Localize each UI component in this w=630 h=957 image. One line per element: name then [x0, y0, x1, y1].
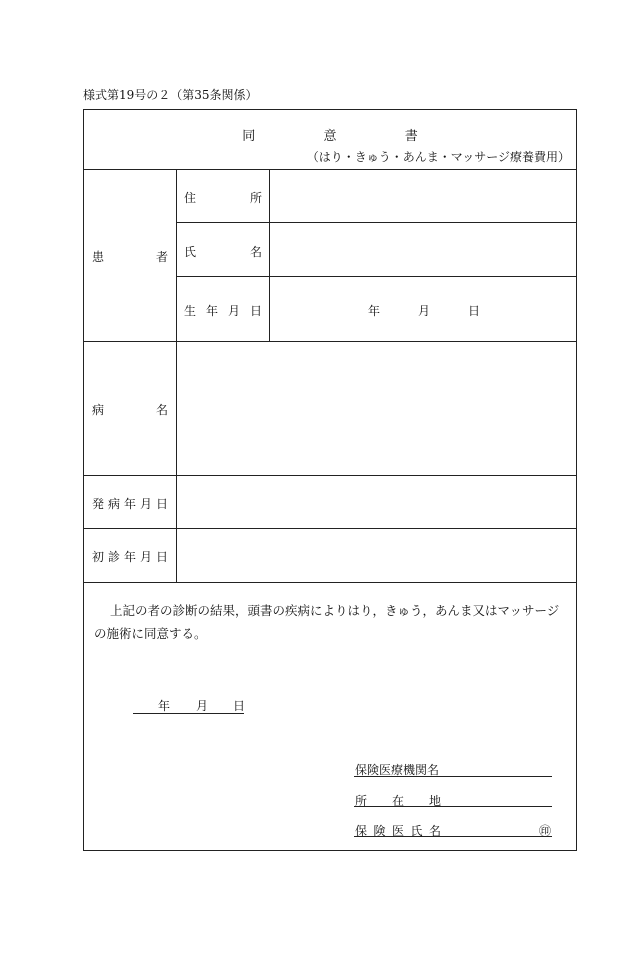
- location-underline: [354, 806, 552, 807]
- date-underline: [133, 713, 244, 714]
- column-divider: [176, 169, 177, 582]
- address-field[interactable]: [272, 172, 574, 220]
- dob-month: 月: [418, 304, 431, 318]
- patient-label: 患 者: [92, 250, 168, 264]
- doctor-name-label: 保 険 医 氏 名: [355, 824, 441, 838]
- form-number: 様式第19号の２（第35条関係）: [83, 88, 258, 102]
- row-divider: [83, 528, 577, 529]
- date-month: 月: [196, 699, 209, 713]
- title-char: 書: [404, 129, 418, 144]
- row-divider: [83, 475, 577, 476]
- document-title: [83, 125, 577, 144]
- dob-day: 日: [468, 304, 481, 318]
- column-divider: [269, 169, 270, 341]
- name-field[interactable]: [272, 225, 574, 273]
- row-divider: [83, 341, 577, 342]
- doctor-name-underline: [354, 836, 552, 837]
- date-year: 年: [158, 699, 171, 713]
- consent-statement-line2: の施術に同意する。: [94, 626, 207, 641]
- document-subtitle: （はり・きゅう・あんま・マッサージ療養費用）: [306, 150, 570, 164]
- title-char: 意: [323, 129, 337, 144]
- dob-year: 年: [368, 304, 381, 318]
- row-divider: [83, 169, 577, 170]
- institution-label: 保険医療機関名: [355, 763, 440, 777]
- disease-field[interactable]: [180, 345, 574, 472]
- name-label: 氏 名: [184, 245, 262, 259]
- row-divider: [176, 222, 577, 223]
- dob-label: 生 年 月 日: [184, 304, 262, 318]
- consent-statement-line1: 上記の者の診断の結果，頭書の疾病によりはり，きゅう，あんま又はマッサージ: [110, 603, 560, 618]
- institution-underline: [354, 776, 552, 777]
- address-label: 住 所: [184, 191, 262, 205]
- onset-date-label: 発 病 年 月 日: [92, 497, 168, 511]
- date-day: 日: [233, 699, 246, 713]
- location-label: 所 在 地: [355, 794, 441, 808]
- row-divider: [83, 582, 577, 583]
- onset-date-field[interactable]: [180, 478, 574, 525]
- first-visit-field[interactable]: [180, 531, 574, 579]
- row-divider: [176, 276, 577, 277]
- seal-icon: ㊞: [539, 824, 552, 838]
- title-char: 同: [242, 129, 256, 144]
- first-visit-label: 初 診 年 月 日: [92, 550, 168, 564]
- disease-label: 病 名: [92, 403, 168, 417]
